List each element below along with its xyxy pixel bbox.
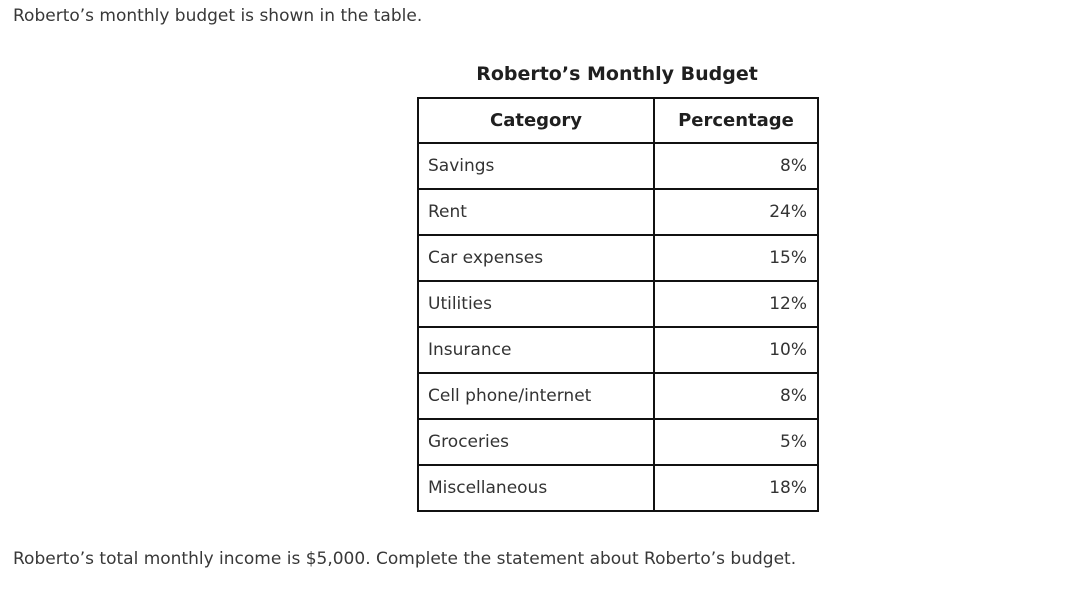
- category-cell: Cell phone/internet: [418, 373, 654, 419]
- table-row: [418, 235, 818, 281]
- table-row: [418, 327, 818, 373]
- percentage-cell: 12%: [654, 281, 818, 327]
- percentage-cell: 18%: [654, 465, 818, 511]
- category-cell: Savings: [418, 143, 654, 189]
- category-cell: Miscellaneous: [418, 465, 654, 511]
- category-cell: Rent: [418, 189, 654, 235]
- percentage-cell: 8%: [654, 143, 818, 189]
- budget-table-section: [417, 63, 817, 512]
- category-cell: Groceries: [418, 419, 654, 465]
- footer-text: Roberto’s total monthly income is $5,000. Complete the statement about Roberto’s budget.: [13, 549, 797, 569]
- table-row: [418, 373, 818, 419]
- percentage-cell: 24%: [654, 189, 818, 235]
- table-row: [418, 281, 818, 327]
- table-row: [418, 419, 818, 465]
- table-title: Roberto’s Monthly Budget: [476, 63, 758, 85]
- category-cell: Car expenses: [418, 235, 654, 281]
- intro-text: Roberto’s monthly budget is shown in the table.: [13, 6, 423, 26]
- percentage-cell: 10%: [654, 327, 818, 373]
- category-cell: Utilities: [418, 281, 654, 327]
- table-row: [418, 143, 818, 189]
- budget-table: [417, 97, 819, 512]
- table-row: [418, 189, 818, 235]
- percentage-cell: 5%: [654, 419, 818, 465]
- column-header-category: Category: [418, 98, 654, 143]
- table-row: [418, 465, 818, 511]
- percentage-cell: 8%: [654, 373, 818, 419]
- table-header-row: [418, 98, 818, 143]
- category-cell: Insurance: [418, 327, 654, 373]
- percentage-cell: 15%: [654, 235, 818, 281]
- column-header-percentage: Percentage: [654, 98, 818, 143]
